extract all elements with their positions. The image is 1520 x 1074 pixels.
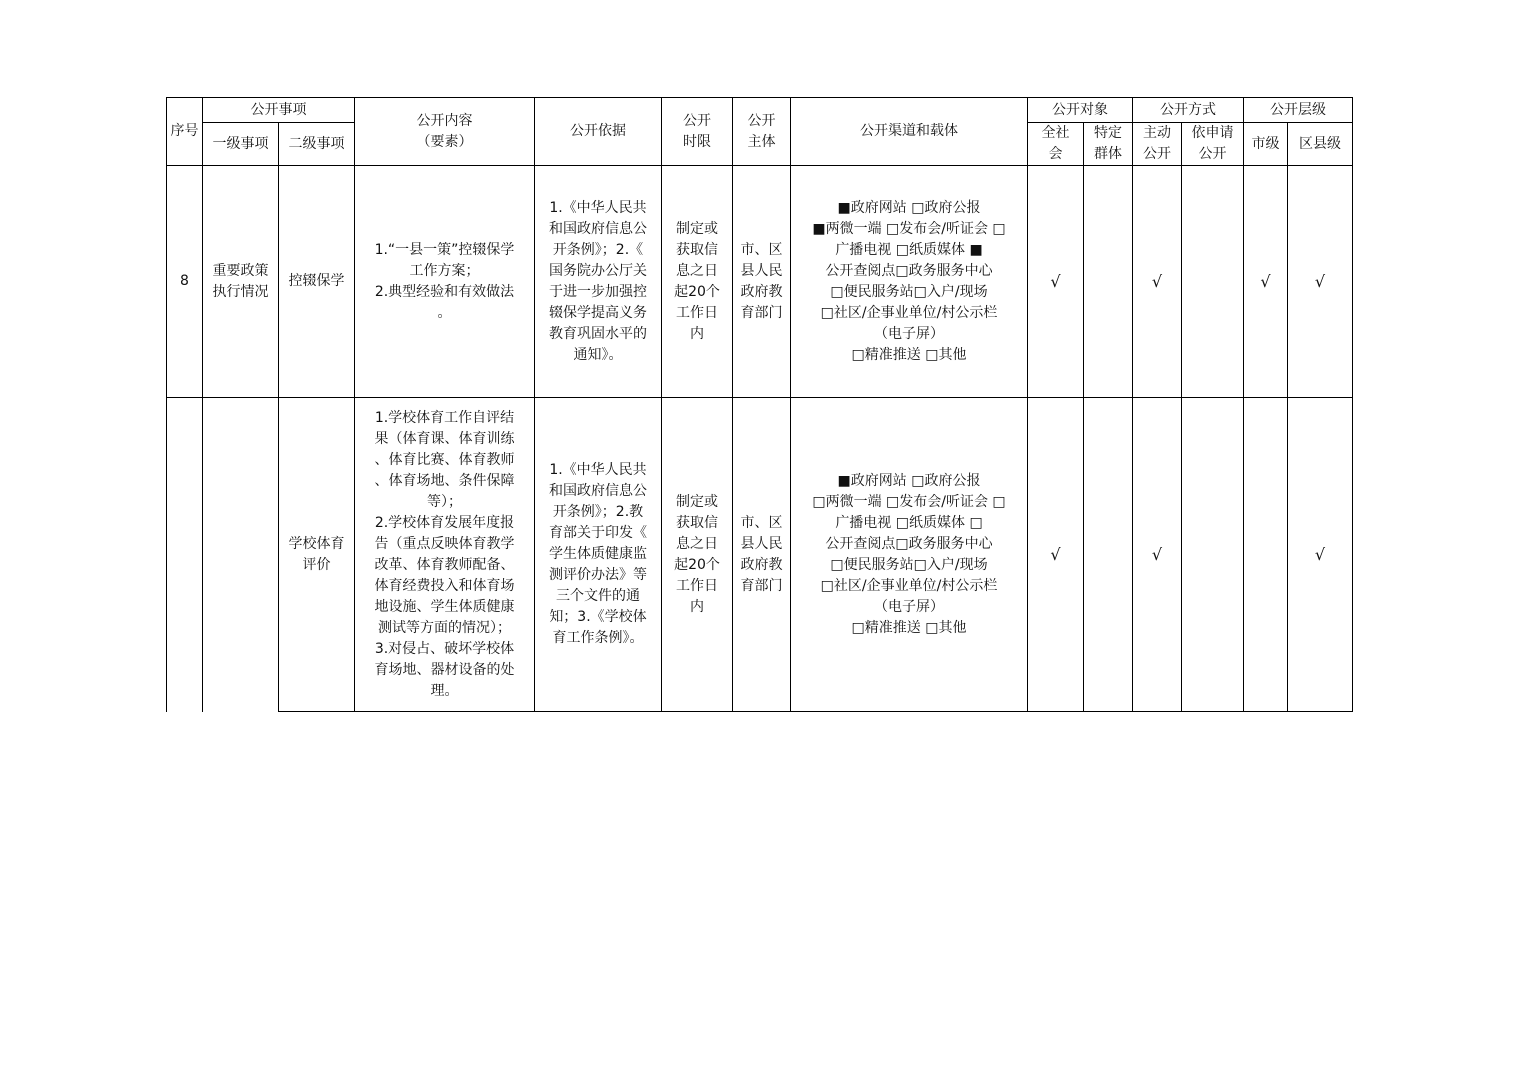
channel-line: 广播电视 □纸质媒体 ■ bbox=[835, 241, 983, 258]
channel-line: □便民服务站□入户/现场 bbox=[830, 283, 988, 300]
cell-content: 1.“一县一策”控辍保学 工作方案； 2.典型经验和有效做法 。 bbox=[355, 166, 535, 398]
cell-subject: 市、区 县人民 政府教 育部门 bbox=[733, 166, 791, 398]
channel-line: （电子屏） bbox=[874, 325, 944, 342]
header-subject: 公开 主体 bbox=[733, 98, 791, 166]
header-basis: 公开依据 bbox=[535, 98, 662, 166]
header-time-limit: 公开 时限 bbox=[662, 98, 733, 166]
cell-specific-group bbox=[1084, 166, 1133, 398]
channel-line: ■政府网站 □政府公报 bbox=[837, 199, 981, 216]
channel-line: 广播电视 □纸质媒体 □ bbox=[835, 514, 983, 531]
header-level-group: 公开层级 bbox=[1244, 98, 1353, 123]
header-items-group: 公开事项 bbox=[203, 98, 355, 123]
cell-subject: 市、区 县人民 政府教 育部门 bbox=[733, 398, 791, 712]
header-content: 公开内容 （要素） bbox=[355, 98, 535, 166]
channel-line: ■政府网站 □政府公报 bbox=[837, 472, 981, 489]
header-method-group: 公开方式 bbox=[1133, 98, 1244, 123]
cell-seq: 8 bbox=[167, 166, 203, 398]
channel-line: （电子屏） bbox=[874, 598, 944, 615]
cell-level1: 重要政策 执行情况 bbox=[203, 166, 279, 398]
table-row bbox=[167, 166, 1353, 398]
header-city: 市级 bbox=[1244, 123, 1288, 166]
cell-level2: 控辍保学 bbox=[279, 166, 355, 398]
header-specific-group: 特定 群体 bbox=[1084, 123, 1133, 166]
channel-line: □精准推送 □其他 bbox=[851, 346, 967, 363]
header-level2: 二级事项 bbox=[279, 123, 355, 166]
header-level1: 一级事项 bbox=[203, 123, 279, 166]
header-active: 主动 公开 bbox=[1133, 123, 1182, 166]
cell-channels bbox=[791, 398, 1028, 712]
channel-line: ■两微一端 □发布会/听证会 □ bbox=[812, 220, 1006, 237]
cell-basis: 1.《中华人民共 和国政府信息公 开条例》；2.教 育部关于印发《 学生体质健康监 测评价办法》等 三个文件的通 知；3.《学校体 育工作条例》。 bbox=[535, 398, 662, 712]
cell-level2: 学校体育 评价 bbox=[279, 398, 355, 712]
cell-channels bbox=[791, 166, 1028, 398]
channel-line: 公开查阅点□政务服务中心 bbox=[825, 535, 993, 552]
disclosure-table bbox=[166, 97, 1353, 712]
cell-on-request bbox=[1182, 398, 1244, 712]
cell-district: √ bbox=[1288, 398, 1353, 712]
header-seq: 序号 bbox=[167, 98, 203, 166]
cell-time-limit: 制定或 获取信 息之日 起20个 工作日 内 bbox=[662, 166, 733, 398]
cell-district: √ bbox=[1288, 166, 1353, 398]
channel-line: □精准推送 □其他 bbox=[851, 619, 967, 636]
cell-on-request bbox=[1182, 166, 1244, 398]
cell-active: √ bbox=[1133, 398, 1182, 712]
channel-line: 公开查阅点□政务服务中心 bbox=[825, 262, 993, 279]
header-channels: 公开渠道和载体 bbox=[791, 98, 1028, 166]
cell-time-limit: 制定或 获取信 息之日 起20个 工作日 内 bbox=[662, 398, 733, 712]
cell-active: √ bbox=[1133, 166, 1182, 398]
channel-line: □社区/企事业单位/村公示栏 bbox=[820, 577, 998, 594]
cell-level1 bbox=[203, 398, 279, 712]
channel-line: □便民服务站□入户/现场 bbox=[830, 556, 988, 573]
cell-public-all: √ bbox=[1028, 398, 1084, 712]
header-public-all: 全社 会 bbox=[1028, 123, 1084, 166]
cell-specific-group bbox=[1084, 398, 1133, 712]
header-target-group: 公开对象 bbox=[1028, 98, 1133, 123]
header-on-request: 依申请 公开 bbox=[1182, 123, 1244, 166]
channel-line: □两微一端 □发布会/听证会 □ bbox=[812, 493, 1006, 510]
cell-basis: 1.《中华人民共 和国政府信息公 开条例》；2.《 国务院办公厅关 于进一步加强控 辍保学提高义务 教育巩固水平的 通知》。 bbox=[535, 166, 662, 398]
table-row bbox=[167, 398, 1353, 712]
cell-seq bbox=[167, 398, 203, 712]
cell-city bbox=[1244, 398, 1288, 712]
header-district: 区县级 bbox=[1288, 123, 1353, 166]
cell-public-all: √ bbox=[1028, 166, 1084, 398]
channel-line: □社区/企事业单位/村公示栏 bbox=[820, 304, 998, 321]
cell-city: √ bbox=[1244, 166, 1288, 398]
cell-content: 1.学校体育工作自评结 果（体育课、体育训练 、体育比赛、体育教师 、体育场地、条件保障 等）； 2.学校体育发展年度报 告（重点反映体育教学 改革、体育教师配备、 体育经费投入和体育场 地设施、学生体质健康 测试等方面的情况）； 3.对侵占、破坏学校体 育场地、器材设备的处 理。 bbox=[355, 398, 535, 712]
